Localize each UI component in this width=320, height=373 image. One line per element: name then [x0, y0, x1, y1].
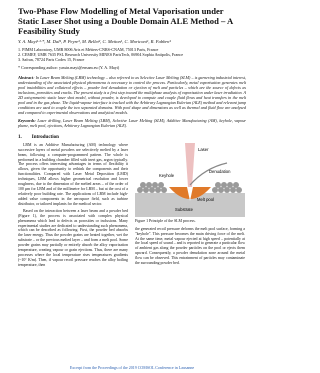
vapour-plume: [190, 163, 227, 185]
keywords: [18, 118, 246, 128]
paragraph: the generated recoil pressure deforms the melt pool surface, forming a "keyhole". This pressure becomes the main driving force of the melt. At the same time, metal vapour ejected at high speed – potentially at the local speed of sound – and is reported to generate a particular flow of ambient gas along the powder particles on the pool or ejects them upward. Consequently, a powder denudation zone around the metal flow can be observed. This entrainment of particles may contaminate the surrounding powder bed.: [135, 226, 245, 266]
right-column: [135, 143, 245, 270]
paper-title: Two-Phase Flow Modelling of Metal Vaporisation under Static Laser Shot using a Double Domain ALE Method – A Feasibility Study: [18, 6, 233, 36]
section-number: 1.: [18, 134, 22, 140]
keywords-text: Laser drilling, Laser Beam Melting (LBM), Selective Laser Melting (SLM), Additive Manufacturing (AM), keyhole, vapour plume, melt pool, ejections, Arbitrary Lagrangian Eulerian (ALE).: [18, 117, 246, 128]
figure-slm-process: [135, 143, 245, 217]
left-column: [18, 143, 128, 270]
affiliations: [18, 47, 246, 63]
label-keyhole: Keyhole: [159, 172, 175, 178]
label-laser: Laser: [198, 146, 209, 152]
label-denudation: Denudation: [209, 168, 231, 174]
section-title: Introduction: [31, 134, 59, 140]
label-melt-pool: Melt pool: [197, 196, 214, 202]
two-column-body: [18, 143, 246, 270]
label-substrate: Substrate: [175, 206, 193, 212]
section-heading: [18, 135, 246, 140]
author-list: Y. A. Mayi¹·²·*, M. Dal³, P. Peyre³, M. Bellet², C. Metton¹, C. Moriconi¹, R. Fabbro³: [18, 39, 171, 44]
slm-process-illustration: [135, 143, 245, 217]
affiliation-2: 2. CEMEF, UMR 7635 PSL Research University MINES ParisTech, 06904 Sophia Antipolis, France: [18, 52, 184, 58]
abstract: Abstract: In Laser Beam Melting (LBM) technology – also referred to as Selective Laser Melting (SLM) – is garnering industrial interest, understanding of the associated physical phenomena is necessary to control the process. Particularly, metal vaporisation generates melt pool instabilities and collateral effects – powder bed denudation or ejection of melt and particles – which are the source of defects as inclusions, porosities and cracks. The present study is a first step toward the multiphase analysis of vaporisation under laser irradiation. A 2D axisymmetric static laser shot model, without powder, is developed to compute and couple fluid flows and heat transfers in the melt pool and in the gas phase. The liquid-vapour interface is tracked with the Arbitrary Lagrangian Eulerian (ALE) method and relevant jump conditions are used to couple the two separated domains. With pool shape and dimensions as well as thermal and fluid flow are analysed and compared to experimental observations and analytical models.: [18, 74, 246, 115]
figure-caption: Figure 1 Principle of the SLM process.: [135, 218, 196, 223]
keywords-label: Keywords:: [18, 117, 36, 123]
abstract-text: In Laser Beam Melting (LBM) technology – also referred to as Selective Laser Melting (SLM) – is garnering industrial interest, understanding of the associated physical phenomena is necessary to control the process. Particularly, metal vaporisation generates melt pool instabilities and collateral effects – powder bed denudation or ejection of melt and particles – which are the source of defects as inclusions, porosities and cracks. The present study is a first step toward the multiphase analysis of vaporisation under laser irradiation. A 2D axisymmetric static laser shot model, without powder, is developed to compute and couple fluid flows and heat transfers in the melt pool and in the gas phase. The liquid-vapour interface is tracked with the Arbitrary Lagrangian Eulerian (ALE) method and relevant jump conditions are used to couple the two separated domains. With pool shape and dimensions as well as thermal and fluid flow are analysed and compared to experimental observations and analytical models.: [18, 74, 246, 115]
paragraph: LBM is an Additive Manufacturing (AM) technology where successive layers of metal powders are selectively melted by a laser beam, following a computer-programmed pattern. The whole is performed in a building chamber filled with inert gas, argon typically. The process offers interesting advantages in terms of flexibility it allows, given the opportunity to rethink the components and their functionalities. Compared with Laser Metal Deposition (LMD) techniques, LBM allows higher geometrical resolution and lower roughness, due to the dimension of the melted areas – of the order of 100 µm for LBM and of the millimetre for LBM – but at the cost of a relatively poor building rate. The applications of LBM include high-added value components in the aerospace field, such as turbine distributor, or tailored implants for the medical sector.: [18, 142, 128, 206]
corresponding-author: * Corresponding author: yassin.mayi@ensam.eu (Y. A. Mayi): [18, 64, 120, 70]
affiliation-3: 3. Safran, 78724 Paris Codex 15, France: [18, 57, 85, 63]
affiliation-1: 1. PIMM Laboratory, UMR 8006 Arts et Métiers-CNRS-CNAM, 75013 Paris, France: [18, 47, 159, 52]
page-footer: Excerpt from the Proceedings of the 2019 COMSOL Conference in Lausanne: [69, 365, 195, 370]
laser-beam: [185, 143, 195, 187]
paragraph: Based on the interaction between a laser beam and a powder bed (Figure 1), the process is associated with complex physical phenomena which lead to defects as porosities or inclusions. Many experimental studies are dedicated to understanding such phenomena, which can be described as following. First, the powder bed absorbs the laser energy. Thus the powder grains are heated together, wet the substrate – or the previous melted layer – and form a melt pool. Some powder grains may partially or entirely absorb the alloy vaporisation temperature, creating vapour or grain ejections. Thus, there are many processes where the local temperature rises temperatures gradients (~10⁷ K/m). Then, if vapour recoil pressure reaches the alloy boiling temperature, then: [18, 208, 128, 267]
abstract-label: Abstract: [18, 74, 34, 80]
